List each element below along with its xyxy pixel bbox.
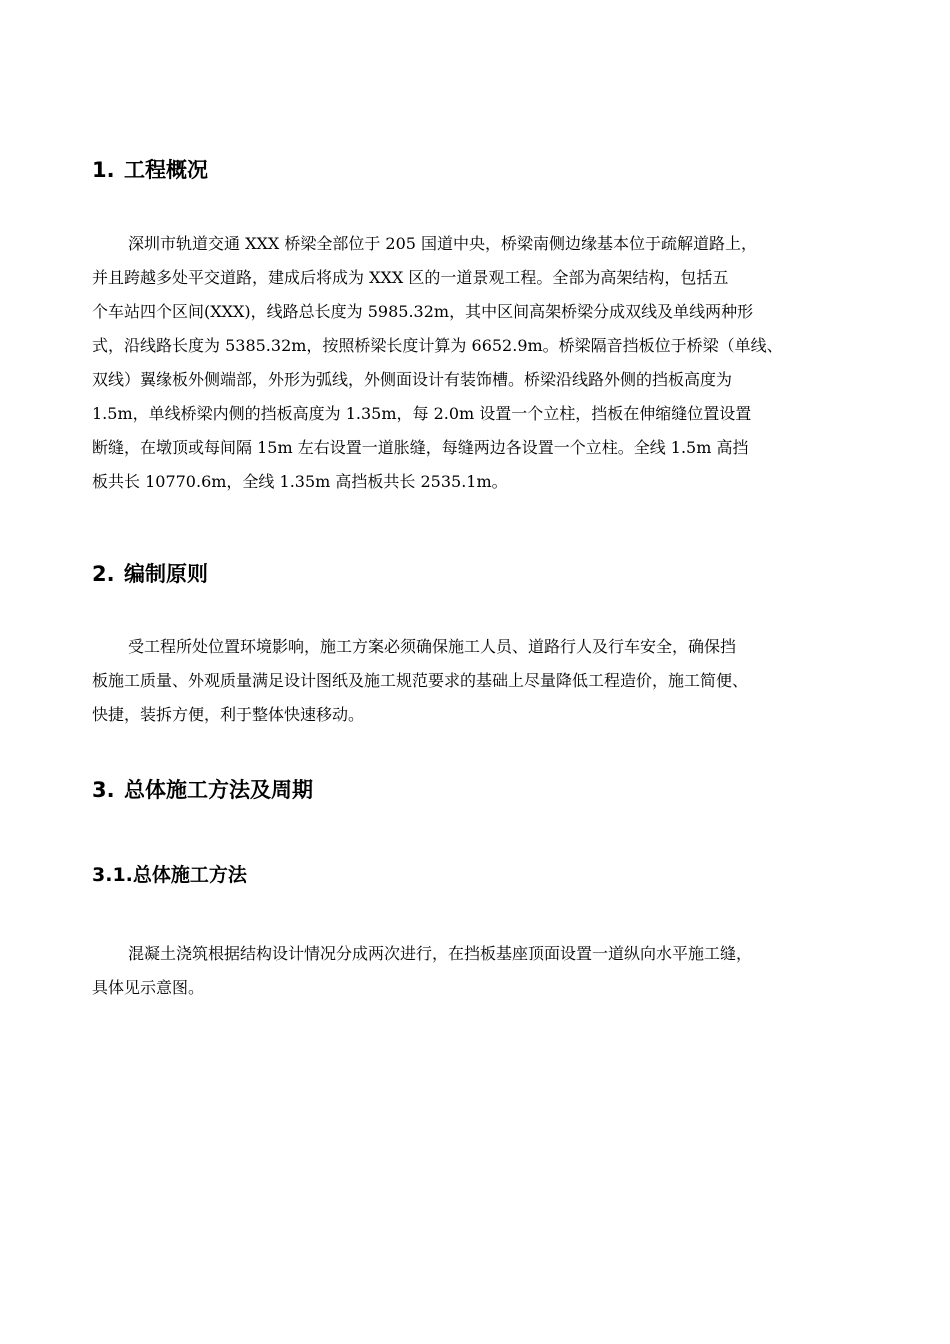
paragraph-line: 板施工质量、外观质量满足设计图纸及施工规范要求的基础上尽量降低工程造价，施工简便、 (92, 671, 749, 690)
paragraph-line: 深圳市轨道交通 XXX 桥梁全部位于 205 国道中央，桥梁南侧边缘基本位于疏解道路上， (128, 234, 758, 253)
paragraph-line: 断缝，在墩顶或每间隔 15m 左右设置一道胀缝，每缝两边各设置一个立柱。全线 1.5m 高挡 (92, 438, 749, 457)
paragraph-overall-method (92, 937, 862, 1005)
section-heading-1 (92, 156, 208, 184)
paragraph-line: 双线）翼缘板外侧端部，外形为弧线，外侧面设计有装饰槽。桥梁沿线路外侧的挡板高度为 (92, 370, 733, 389)
section-number: 1. (92, 158, 115, 182)
paragraph-line: 板共长 10770.6m，全线 1.35m 高挡板共长 2535.1m。 (92, 472, 508, 491)
section-heading-3 (92, 776, 313, 804)
subsection-heading-3-1 (92, 862, 247, 888)
section-title: 工程概况 (124, 158, 208, 182)
paragraph-line: 并且跨越多处平交道路，建成后将成为 XXX 区的一道景观工程。全部为高架结构，包括五 (92, 268, 729, 287)
paragraph-line: 个车站四个区间(XXX)，线路总长度为 5985.32m，其中区间高架桥梁分成双线及单线两种形 (92, 302, 754, 321)
paragraph-line: 1.5m，单线桥梁内侧的挡板高度为 1.35m，每 2.0m 设置一个立柱，挡板在伸缩缝位置设置 (92, 404, 752, 423)
section-number: 3. (92, 778, 115, 802)
subsection-number: 3.1. (92, 864, 133, 886)
paragraph-compilation-principles (92, 630, 862, 732)
paragraph-line: 快捷，装拆方便，利于整体快速移动。 (92, 705, 365, 724)
section-heading-2 (92, 560, 208, 588)
section-title: 编制原则 (124, 562, 208, 586)
section-number: 2. (92, 562, 115, 586)
paragraph-line: 式，沿线路长度为 5385.32m，按照桥梁长度计算为 6652.9m。桥梁隔音挡板位于桥梁（单线、 (92, 336, 783, 355)
paragraph-line: 混凝土浇筑根据结构设计情况分成两次进行，在挡板基座顶面设置一道纵向水平施工缝， (128, 944, 753, 963)
section-title: 总体施工方法及周期 (124, 778, 313, 802)
subsection-title: 总体施工方法 (132, 864, 247, 886)
paragraph-line: 受工程所处位置环境影响，施工方案必须确保施工人员、道路行人及行车安全，确保挡 (128, 637, 737, 656)
paragraph-line: 具体见示意图。 (92, 978, 205, 997)
paragraph-project-overview (92, 227, 862, 499)
